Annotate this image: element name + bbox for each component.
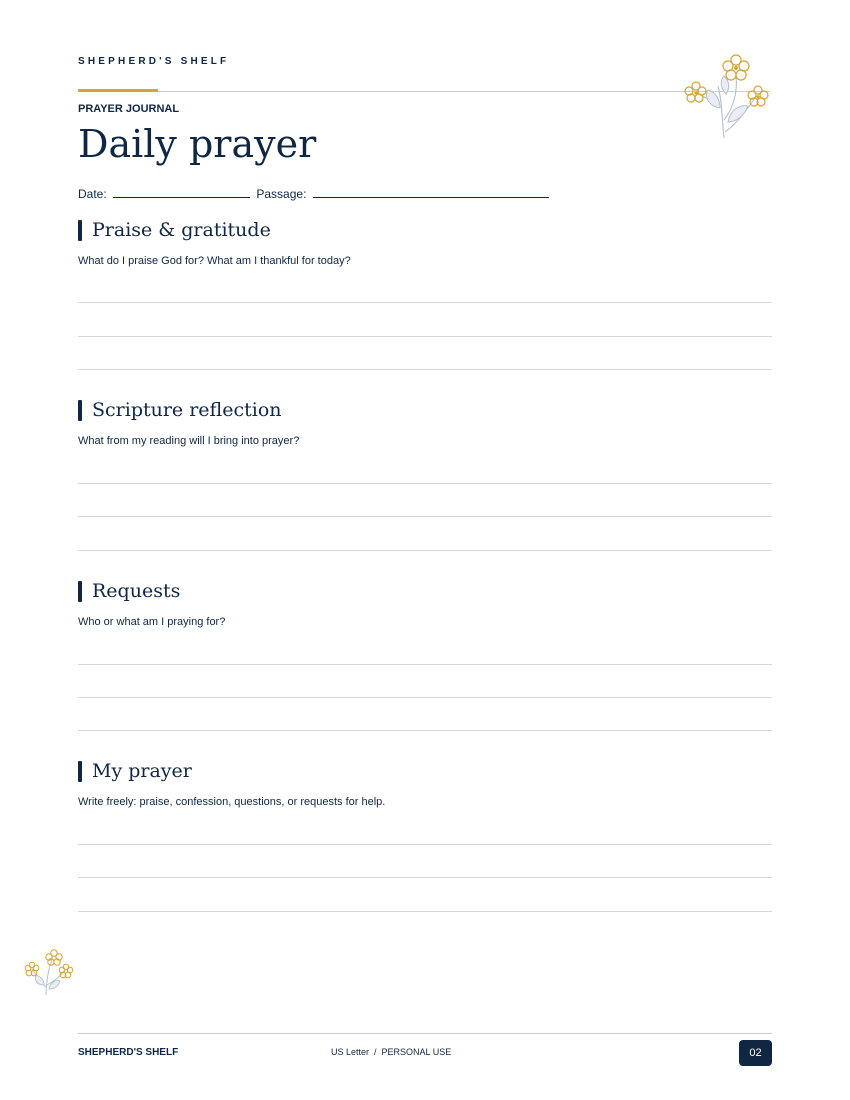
- writing-line[interactable]: [78, 877, 772, 878]
- section-title: My prayer: [92, 760, 192, 782]
- section-heading: [78, 580, 180, 602]
- section-marker: [78, 400, 82, 421]
- writing-line[interactable]: [78, 911, 772, 912]
- section-prompt: What do I praise God for? What am I thankful for today?: [78, 255, 351, 267]
- date-label: Date:: [78, 187, 107, 201]
- section-prompt: Who or what am I praying for?: [78, 616, 226, 628]
- footer-divider: [78, 1033, 772, 1034]
- date-blank[interactable]: [113, 186, 250, 198]
- section-title: Requests: [92, 580, 181, 602]
- passage-label: Passage:: [256, 187, 307, 201]
- section-prompt: What from my reading will I bring into prayer?: [78, 435, 300, 447]
- section-marker: [78, 220, 82, 241]
- footer-format: US Letter / PERSONAL USE: [331, 1047, 452, 1057]
- brand-name: SHEPHERD'S SHELF: [78, 56, 230, 67]
- writing-line[interactable]: [78, 369, 772, 370]
- page-title: Daily prayer: [78, 122, 317, 166]
- section-heading: [78, 399, 282, 421]
- section-heading: [78, 760, 192, 782]
- header-accent-bar: [78, 89, 158, 92]
- writing-line[interactable]: [78, 664, 772, 665]
- section-title: Scripture reflection: [92, 399, 282, 421]
- writing-line[interactable]: [78, 336, 772, 337]
- footer-brand: SHEPHERD'S SHELF: [78, 1047, 179, 1058]
- section-title: Praise & gratitude: [92, 219, 271, 241]
- writing-line[interactable]: [78, 516, 772, 517]
- entry-fields: [78, 186, 552, 201]
- writing-line[interactable]: [78, 844, 772, 845]
- journal-eyebrow: PRAYER JOURNAL: [78, 103, 180, 115]
- writing-line[interactable]: [78, 483, 772, 484]
- section-marker: [78, 581, 82, 602]
- writing-line[interactable]: [78, 550, 772, 551]
- header-divider: [78, 91, 770, 92]
- section-heading: [78, 219, 271, 241]
- section-marker: [78, 761, 82, 782]
- writing-line[interactable]: [78, 730, 772, 731]
- writing-line[interactable]: [78, 302, 772, 303]
- section-prompt: Write freely: praise, confession, questions, or requests for help.: [78, 796, 386, 808]
- writing-line[interactable]: [78, 697, 772, 698]
- passage-blank[interactable]: [313, 186, 549, 198]
- flower-sprig-icon: [22, 945, 78, 997]
- page-number-badge: 02: [739, 1040, 772, 1066]
- flower-sprig-icon: [678, 48, 774, 140]
